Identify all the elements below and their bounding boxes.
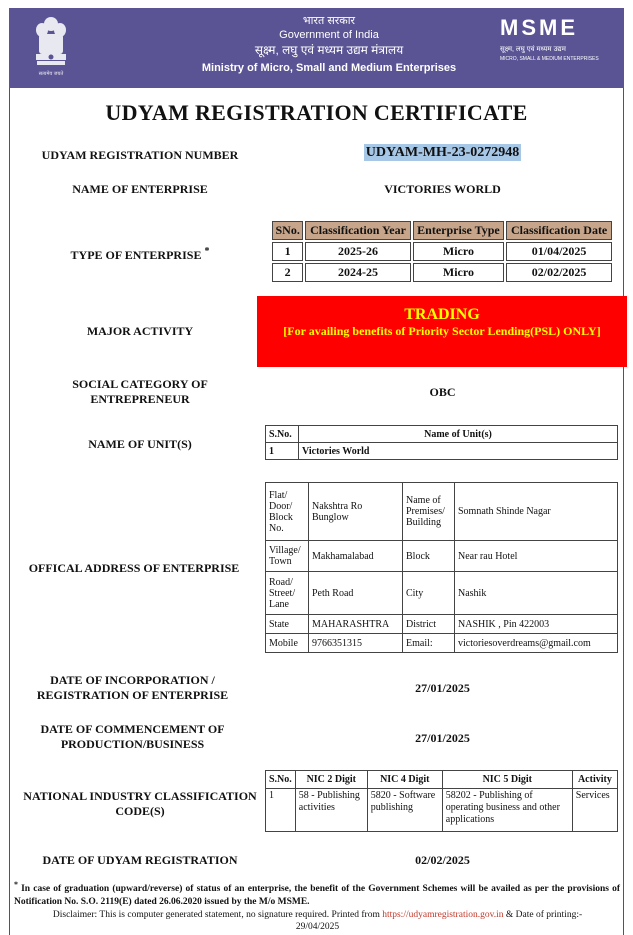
cell: 2025-26: [305, 242, 410, 261]
table-row: [266, 634, 618, 653]
col-sno: SNo.: [272, 221, 303, 240]
table-row: [266, 615, 618, 634]
cell-value: Somnath Shinde Nagar: [455, 483, 618, 541]
col-nic2: NIC 2 Digit: [295, 771, 367, 789]
ministry-english: Ministry of Micro, Small and Medium Enterprises: [201, 62, 457, 74]
enterprise-type-label-text: TYPE OF ENTERPRISE: [70, 248, 202, 262]
cell-label: Block: [403, 541, 455, 572]
cell-label: Email:: [403, 634, 455, 653]
major-activity-box: [257, 296, 627, 367]
cell: 58202 - Publishing of operating business and other applications: [442, 789, 572, 832]
table-row: [272, 263, 612, 282]
cell: 1: [272, 242, 303, 261]
table-row: [266, 572, 618, 615]
disclaimer: [10, 909, 625, 933]
cell: Victories World: [299, 443, 618, 460]
table-header-row: [266, 771, 618, 789]
table-header-row: [272, 221, 612, 240]
footnote-marker: *: [14, 880, 18, 889]
emblem-motto: सत्यमेव जयते: [38, 71, 64, 77]
col-classification-date: Classification Date: [506, 221, 612, 240]
cell: 2024-25: [305, 263, 410, 282]
cell-value: victoriesoverdreams@gmail.com: [455, 634, 618, 653]
cell-value: Near rau Hotel: [455, 541, 618, 572]
cell-value: Nashik: [455, 572, 618, 615]
cell-value: NASHIK , Pin 422003: [455, 615, 618, 634]
table-row: [266, 443, 618, 460]
cell: 5820 - Software publishing: [367, 789, 442, 832]
address-table: [265, 482, 618, 653]
major-activity-value: TRADING: [404, 306, 480, 323]
major-activity-label: MAJOR ACTIVITY: [86, 324, 194, 338]
table-header-row: [266, 426, 618, 443]
udyam-date-label: DATE OF UDYAM REGISTRATION: [42, 853, 238, 867]
cell-label: State: [266, 615, 309, 634]
cell: Micro: [413, 263, 505, 282]
registration-number-label: UDYAM REGISTRATION NUMBER: [41, 148, 239, 162]
cell-label: Flat/ Door/ Block No.: [266, 483, 309, 541]
cell: 1: [266, 443, 299, 460]
col-sno: S.No.: [266, 771, 296, 789]
cell-label: Road/ Street/ Lane: [266, 572, 309, 615]
footnote-text: In case of graduation (upward/reverse) of status of an enterprise, the benefit of the Government Schemes will be availed as per the provisions of Notification No. S.O. 2119(E) dated 26.06.2020 issued by the M/o MSME.: [14, 884, 620, 908]
udyam-registration-link[interactable]: https://udyamregistration.gov.in: [382, 910, 504, 920]
nic-table: [265, 770, 618, 832]
enterprise-type-marker: *: [204, 246, 210, 257]
cell-value: Nakshtra Ro Bunglow: [309, 483, 403, 541]
col-sno: S.No.: [266, 426, 299, 443]
col-nic4: NIC 4 Digit: [367, 771, 442, 789]
cell-value: Peth Road: [309, 572, 403, 615]
cell-label: Village/ Town: [266, 541, 309, 572]
gov-hindi: भारत सरकार: [302, 15, 356, 27]
header-banner: [9, 8, 624, 88]
enterprise-name-label: NAME OF ENTERPRISE: [72, 182, 208, 196]
cell: 2: [272, 263, 303, 282]
msme-logo-text: MSME: [500, 15, 578, 40]
cell-label: District: [403, 615, 455, 634]
cell-value: 9766351315: [309, 634, 403, 653]
address-label: OFFICAL ADDRESS OF ENTERPRISE: [28, 561, 240, 575]
disclaimer-suffix: & Date of printing:-: [505, 910, 583, 920]
msme-logo-english: MICRO, SMALL & MEDIUM ENTERPRISES: [500, 56, 599, 62]
commencement-value: 27/01/2025: [415, 731, 470, 745]
cell-label: Name of Premises/ Building: [403, 483, 455, 541]
classification-table: [270, 219, 614, 284]
cell: 1: [266, 789, 296, 832]
cell: 58 - Publishing activities: [295, 789, 367, 832]
cell: 01/04/2025: [506, 242, 612, 261]
social-category-value: OBC: [429, 385, 456, 399]
units-table: [265, 425, 618, 460]
table-row: [266, 541, 618, 572]
table-row: [266, 789, 618, 832]
udyam-date-value: 02/02/2025: [415, 853, 470, 867]
cell-label: City: [403, 572, 455, 615]
incorporation-label: DATE OF INCORPORATION / REGISTRATION OF ENTERPRISE: [36, 673, 229, 702]
table-row: [266, 483, 618, 541]
col-enterprise-type: Enterprise Type: [413, 221, 505, 240]
col-activity: Activity: [572, 771, 617, 789]
footnote: [14, 878, 620, 909]
major-activity-note: [For availing benefits of Priority Sector Lending(PSL) ONLY]: [283, 324, 601, 338]
government-heading: [179, 14, 479, 77]
registration-number: UDYAM-MH-23-0272948: [365, 145, 520, 160]
print-date: 29/04/2025: [295, 922, 340, 932]
nic-label: NATIONAL INDUSTRY CLASSIFICATION CODE(S): [23, 789, 257, 818]
ministry-hindi: सूक्ष्म, लघु एवं मध्यम उद्यम मंत्रालय: [254, 43, 404, 57]
enterprise-type-label: [20, 244, 260, 263]
col-nic5: NIC 5 Digit: [442, 771, 572, 789]
incorporation-value: 27/01/2025: [415, 681, 470, 695]
commencement-label: DATE OF COMMENCEMENT OF PRODUCTION/BUSINESS: [40, 722, 225, 751]
cell: Micro: [413, 242, 505, 261]
cell-value: MAHARASHTRA: [309, 615, 403, 634]
col-classification-year: Classification Year: [305, 221, 410, 240]
gov-english: Government of India: [279, 29, 379, 41]
col-unit-name: Name of Unit(s): [299, 426, 618, 443]
units-label: NAME OF UNIT(S): [88, 437, 192, 451]
cell: 02/02/2025: [506, 263, 612, 282]
cell: Services: [572, 789, 617, 832]
registration-number-value: [270, 145, 615, 161]
social-category-label: SOCIAL CATEGORY OF ENTREPRENEUR: [72, 377, 208, 406]
cell-label: Mobile: [266, 634, 309, 653]
cell-value: Makhamalabad: [309, 541, 403, 572]
enterprise-name-value: VICTORIES WORLD: [384, 182, 501, 196]
msme-logo: [500, 16, 610, 63]
disclaimer-prefix: Disclaimer: This is computer generated statement, no signature required. Printed from: [52, 910, 380, 920]
table-row: [272, 242, 612, 261]
msme-logo-hindi: सूक्ष्म, लघु एवं मध्यम उद्यम: [500, 46, 566, 53]
national-emblem-icon: [31, 14, 71, 80]
certificate-title: UDYAM REGISTRATION CERTIFICATE: [105, 100, 528, 125]
